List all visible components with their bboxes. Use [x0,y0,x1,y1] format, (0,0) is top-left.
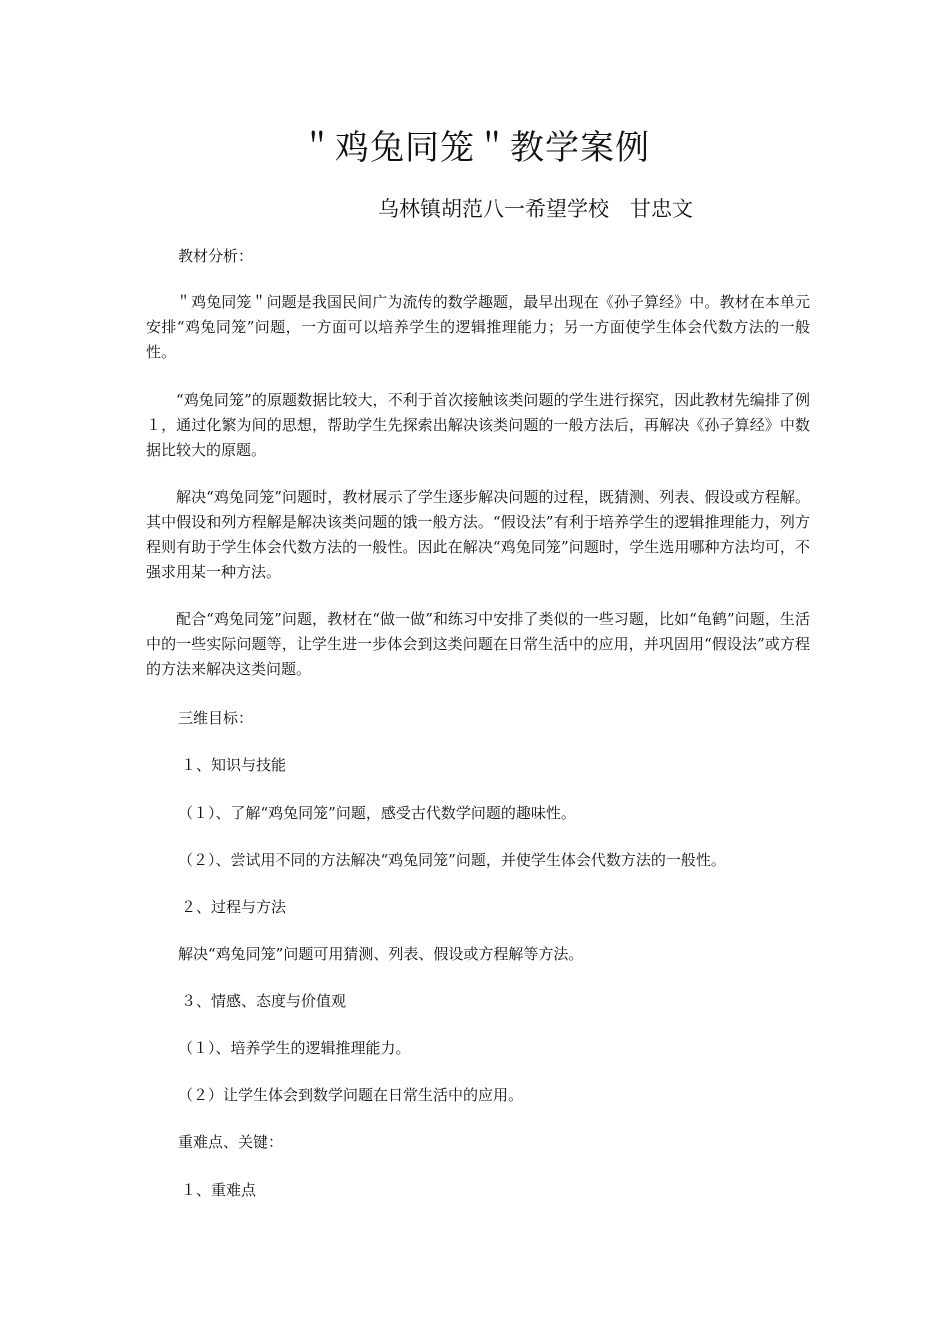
goal-process-heading: ２、过程与方法 [181,898,287,916]
section-heading-key-points: 重难点、关键： [178,1133,284,1151]
goal-knowledge-item-1: （１）、了解“鸡兔同笼”问题，感受古代数学问题的趣味性。 [178,804,576,822]
goal-knowledge-item-2: （２）、尝试用不同的方法解决“鸡兔同笼”问题，并使学生体会代数方法的一般性。 [178,851,726,869]
goal-process-text: 解决“鸡兔同笼”问题可用猜测、列表、假设或方程解等方法。 [178,945,584,963]
goal-attitude-item-2: （２）让学生体会到数学问题在日常生活中的应用。 [178,1086,524,1104]
goal-attitude-item-1: （１）、培养学生的逻辑推理能力。 [178,1039,411,1057]
author-line: 乌林镇胡范八一希望学校 甘忠文 [378,197,693,221]
goal-knowledge-heading: １、知识与技能 [181,756,287,774]
paragraph-intro: ＂鸡兔同笼＂问题是我国民间广为流传的数学趣题，最早出现在《孙子算经》中。教材在本单元安排“鸡兔同笼”问题，一方面可以培养学生的逻辑推理能力；另一方面使学生体会代数方法的一般性。 [146,293,810,361]
document-title: ＂鸡兔同笼＂教学案例 [300,128,650,168]
key-points-item-1: １、重难点 [181,1181,257,1199]
goal-attitude-heading: ３、情感、态度与价值观 [181,992,347,1010]
paragraph-exercises: 配合“鸡兔同笼”问题，教材在“做一做”和练习中安排了类似的一些习题，比如“龟鹤”问题，生活中的一些实际问题等，让学生进一步体会到这类问题在日常生活中的应用，并巩固用“假设法”或方程的方法来解决这类问题。 [146,610,810,678]
paragraph-original-problem: “鸡兔同笼”的原题数据比较大，不利于首次接触该类问题的学生进行探究，因此教材先编排了例１，通过化繁为间的思想，帮助学生先探索出解决该类问题的一般方法后，再解决《孙子算经》中数据比较大的原题。 [146,391,810,459]
paragraph-solving-methods: 解决“鸡兔同笼”问题时，教材展示了学生逐步解决问题的过程，既猜测、列表、假设或方程解。其中假设和列方程解是解决该类问题的饿一般方法。“假设法”有利于培养学生的逻辑推理能力，列方程则有助于学生体会代数方法的一般性。因此在解决“鸡兔同笼”问题时，学生选用哪种方法均可，不强求用某一种方法。 [146,488,810,581]
section-heading-goals: 三维目标： [178,709,254,727]
section-heading-analysis: 教材分析： [178,247,254,265]
